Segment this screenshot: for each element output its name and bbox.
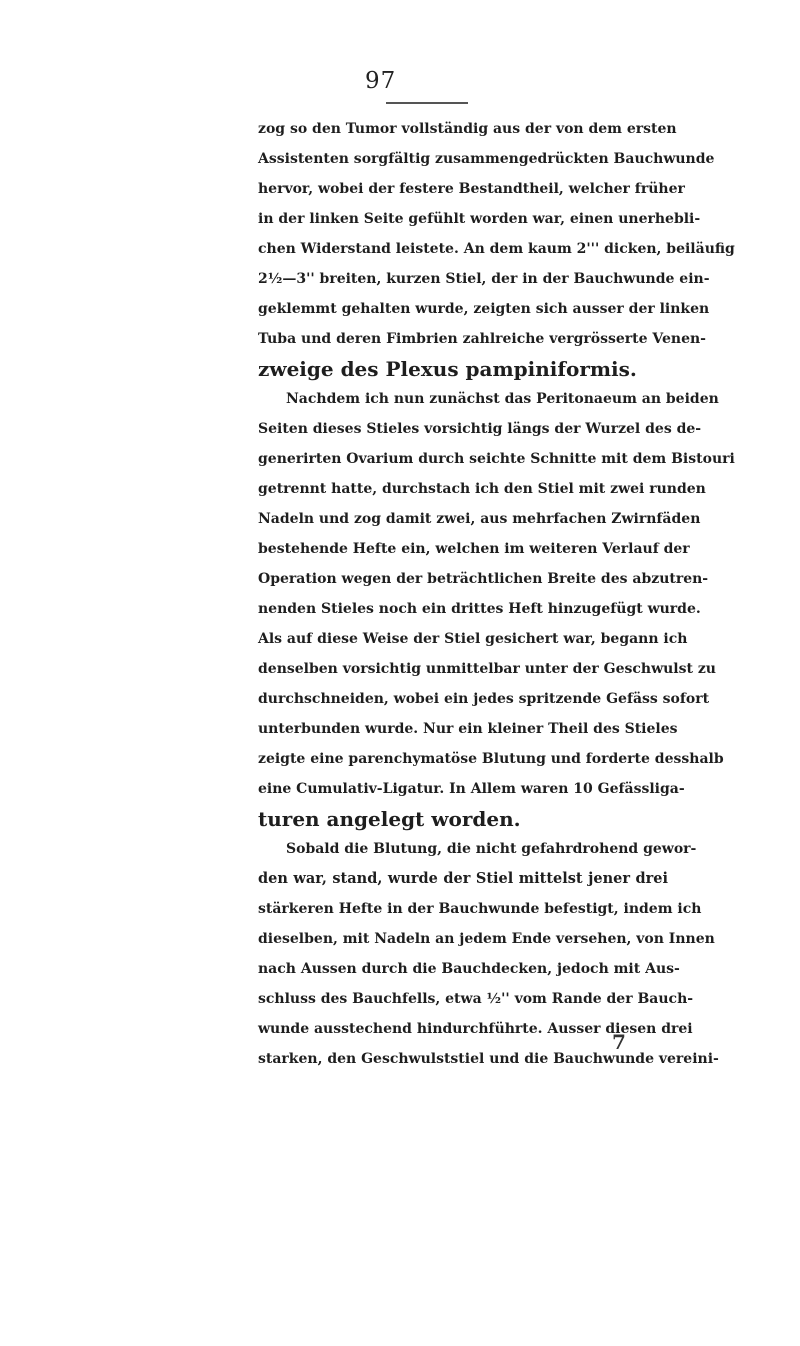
text-line: in der linken Seite gefühlt worden war, einen unerhebli- bbox=[258, 211, 701, 227]
text-line: hervor, wobei der festere Bestandtheil, welcher früher bbox=[258, 181, 685, 197]
text-line: geklemmt gehalten wurde, zeigten sich ausser der linken bbox=[258, 301, 710, 317]
body-text bbox=[258, 114, 735, 1074]
text-line: zweige des Plexus pampiniformis. bbox=[258, 357, 637, 381]
text-line: eine Cumulativ-Ligatur. In Allem waren 10 Gefässliga- bbox=[258, 781, 685, 797]
text-line: Nadeln und zog damit zwei, aus mehrfachen Zwirnfäden bbox=[258, 511, 701, 527]
text-line: dieselben, mit Nadeln an jedem Ende versehen, von Innen bbox=[258, 931, 715, 947]
text-line: schluss des Bauchfells, etwa ½'' vom Rande der Bauch- bbox=[258, 991, 694, 1007]
page-number: 97 bbox=[365, 68, 397, 94]
text-line: 2½—3'' breiten, kurzen Stiel, der in der Bauchwunde ein- bbox=[258, 271, 710, 287]
text-line: getrennt hatte, durchstach ich den Stiel mit zwei runden bbox=[258, 481, 706, 497]
text-line: Als auf diese Weise der Stiel gesichert war, begann ich bbox=[258, 631, 688, 647]
text-line: Operation wegen der beträchtlichen Breite des abzutren- bbox=[258, 571, 709, 587]
text-line: Sobald die Blutung, die nicht gefahrdrohend gewor- bbox=[286, 841, 697, 857]
text-line: starken, den Geschwulststiel und die Bauchwunde vereini- bbox=[258, 1051, 719, 1067]
signature-mark: 7 bbox=[612, 1030, 626, 1054]
text-line: zeigte eine parenchymatöse Blutung und forderte desshalb bbox=[258, 751, 724, 767]
text-line: stärkeren Hefte in der Bauchwunde befestigt, indem ich bbox=[258, 901, 702, 917]
text-line: Assistenten sorgfältig zusammengedrückten Bauchwunde bbox=[258, 151, 715, 167]
text-line: nenden Stieles noch ein drittes Heft hinzugefügt wurde. bbox=[258, 601, 701, 617]
text-line: bestehende Hefte ein, welchen im weiteren Verlauf der bbox=[258, 541, 690, 557]
text-line: Nachdem ich nun zunächst das Peritonaeum an beiden bbox=[286, 391, 719, 407]
text-line: chen Widerstand leistete. An dem kaum 2''' dicken, beiläufig bbox=[258, 241, 735, 257]
text-line: generirten Ovarium durch seichte Schnitte mit dem Bistouri bbox=[258, 451, 735, 467]
text-line: Seiten dieses Stieles vorsichtig längs der Wurzel des de- bbox=[258, 421, 702, 437]
text-line: durchschneiden, wobei ein jedes spritzende Gefäss sofort bbox=[258, 691, 710, 707]
text-line: Tuba und deren Fimbrien zahlreiche vergrösserte Venen- bbox=[258, 331, 706, 347]
text-line: den war, stand, wurde der Stiel mittelst jener drei bbox=[258, 870, 668, 887]
header-rule bbox=[386, 102, 468, 104]
text-line: zog so den Tumor vollständig aus der von dem ersten bbox=[258, 121, 677, 137]
text-line: unterbunden wurde. Nur ein kleiner Theil des Stieles bbox=[258, 721, 678, 737]
text-line: wunde ausstechend hindurchführte. Ausser diesen drei bbox=[258, 1021, 693, 1037]
text-line: nach Aussen durch die Bauchdecken, jedoch mit Aus- bbox=[258, 961, 680, 977]
text-line: denselben vorsichtig unmittelbar unter der Geschwulst zu bbox=[258, 661, 716, 677]
text-line: turen angelegt worden. bbox=[258, 807, 521, 831]
